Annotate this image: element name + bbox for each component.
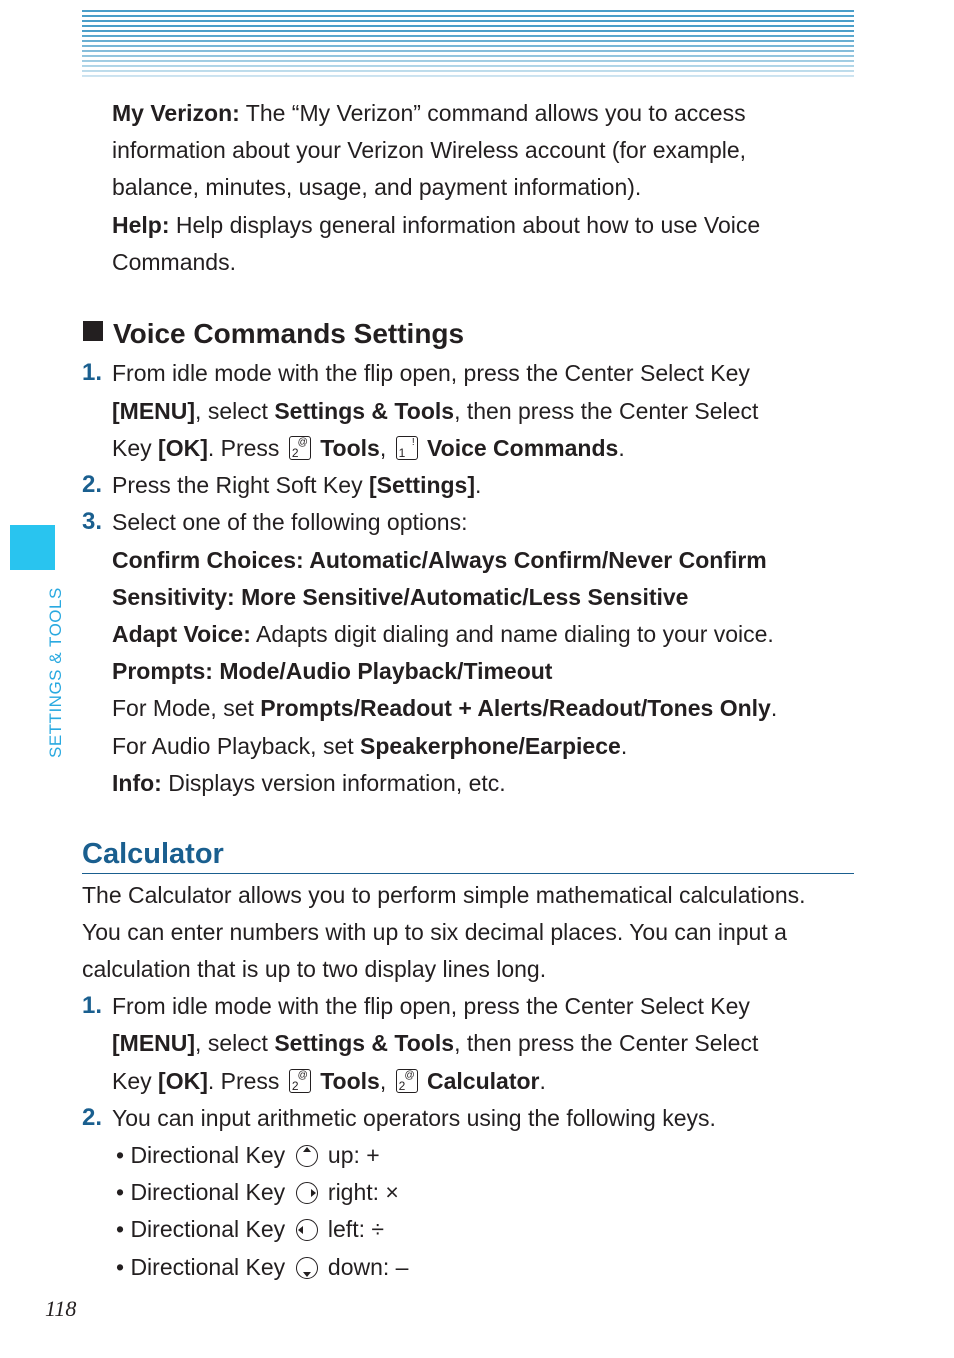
- option-prompts: Prompts: Mode/Audio Playback/Timeout: [112, 658, 553, 684]
- bullet-directional-left: • Directional Key left: ÷: [116, 1216, 384, 1242]
- voice-step1-line-2: [MENU], select Settings & Tools, then press the Center Select: [112, 398, 759, 424]
- step-number: 3.: [82, 508, 103, 535]
- directional-key-right-icon: [296, 1182, 318, 1204]
- calc-intro-line-2: You can enter numbers with up to six decimal places. You can input a: [82, 919, 787, 945]
- keypad-2-icon: 2 @: [396, 1069, 418, 1093]
- help-line-1: Help: Help displays general information about how to use Voice: [112, 212, 761, 238]
- keypad-1-icon: 1 !: [396, 436, 418, 460]
- calc-step2-line: You can input arithmetic operators using the following keys.: [112, 1105, 716, 1131]
- square-bullet-icon: [83, 321, 103, 341]
- option-adapt-voice: Adapt Voice: Adapts digit dialing and name dialing to your voice.: [112, 621, 774, 647]
- calc-intro-line-1: The Calculator allows you to perform simple mathematical calculations.: [82, 882, 806, 908]
- calc-step1-line-2: [MENU], select Settings & Tools, then press the Center Select: [112, 1030, 759, 1056]
- step-number: 1.: [82, 359, 103, 386]
- option-confirm-choices: Confirm Choices: Automatic/Always Confirm/Never Confirm: [112, 547, 767, 573]
- help-line-2: Commands.: [112, 249, 236, 275]
- option-info: Info: Displays version information, etc.: [112, 770, 506, 796]
- directional-key-left-icon: [296, 1219, 318, 1241]
- voice-step2-line: Press the Right Soft Key [Settings].: [112, 472, 482, 498]
- voice-step1-line-3: Key [OK]. Press 2 @ Tools, 1 ! Voice Commands.: [112, 435, 625, 461]
- calc-step1-line-1: From idle mode with the flip open, press the Center Select Key: [112, 993, 750, 1019]
- step-number: 2.: [82, 1104, 103, 1131]
- voice-step1-line-1: From idle mode with the flip open, press the Center Select Key: [112, 360, 750, 386]
- bullet-directional-up: • Directional Key up: +: [116, 1142, 380, 1168]
- prompts-audio-line: For Audio Playback, set Speakerphone/Earpiece.: [112, 733, 628, 759]
- myverizon-line-2: information about your Verizon Wireless account (for example,: [112, 137, 747, 163]
- voice-step3-line: Select one of the following options:: [112, 509, 468, 535]
- step-number: 1.: [82, 992, 103, 1019]
- prompts-mode-line: For Mode, set Prompts/Readout + Alerts/Readout/Tones Only.: [112, 695, 778, 721]
- option-sensitivity: Sensitivity: More Sensitive/Automatic/Less Sensitive: [112, 584, 689, 610]
- calculator-heading: Calculator: [82, 838, 224, 870]
- section-tab-label: SETTINGS & TOOLS: [46, 587, 65, 758]
- section-tab-marker: [10, 525, 55, 570]
- heading-rule: [82, 873, 854, 874]
- keypad-2-icon: 2 @: [289, 1069, 311, 1093]
- step-number: 2.: [82, 471, 103, 498]
- directional-key-down-icon: [296, 1257, 318, 1279]
- bullet-directional-right: • Directional Key right: ×: [116, 1179, 399, 1205]
- directional-key-up-icon: [296, 1145, 318, 1167]
- bullet-directional-down: • Directional Key down: –: [116, 1254, 409, 1280]
- keypad-2-icon: 2 @: [289, 436, 311, 460]
- calc-intro-line-3: calculation that is up to two display lines long.: [82, 956, 547, 982]
- header-band: [82, 10, 854, 78]
- myverizon-line-3: balance, minutes, usage, and payment information).: [112, 174, 642, 200]
- myverizon-line-1: My Verizon: The “My Verizon” command allows you to access: [112, 100, 746, 126]
- voice-commands-heading: Voice Commands Settings: [83, 316, 464, 352]
- calc-step1-line-3: Key [OK]. Press 2 @ Tools, 2 @ Calculator.: [112, 1068, 546, 1094]
- page-number: 118: [45, 1296, 77, 1321]
